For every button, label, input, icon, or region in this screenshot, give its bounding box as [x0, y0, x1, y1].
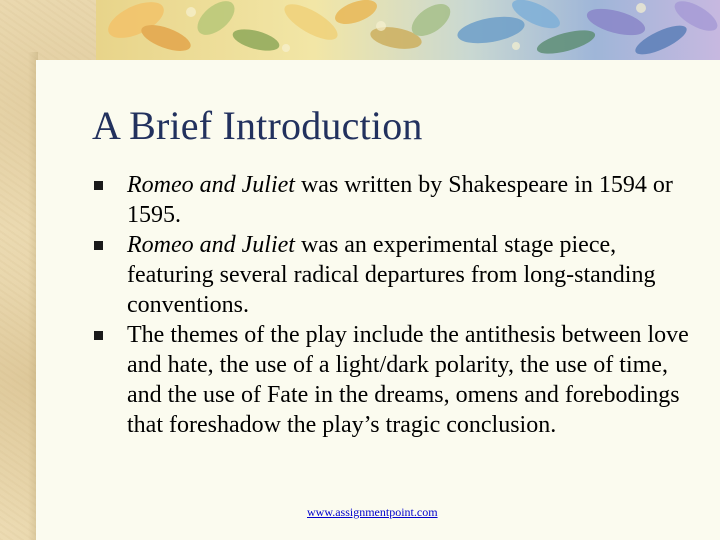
bullet-text: The themes of the play include the antithesis between love and hate, the use of a light/dark polarity, the use of time, and the use of Fate in the dreams, omens and forebodings that foreshadow the play’s tragic conclusion.	[127, 322, 689, 438]
bullet-italic-lead: Romeo and Juliet	[127, 172, 295, 198]
bullet-text: was written by Shakespeare in 1594 or 1595.	[127, 172, 673, 228]
footer-source-link[interactable]: www.assignmentpoint.com	[307, 505, 438, 519]
bullet-item-1	[88, 170, 698, 230]
square-bullet-icon	[94, 331, 103, 340]
square-bullet-icon	[94, 181, 103, 190]
slide-title: A Brief Introduction	[92, 103, 423, 148]
bullet-item-2	[88, 230, 698, 320]
square-bullet-icon	[94, 241, 103, 250]
bullet-list	[88, 170, 698, 440]
bullet-text: was an experimental stage piece, featuring several radical departures from long-standing conventions.	[127, 232, 656, 318]
floral-banner-image	[96, 0, 720, 60]
bullet-italic-lead: Romeo and Juliet	[127, 232, 295, 258]
bullet-item-3	[88, 320, 698, 440]
